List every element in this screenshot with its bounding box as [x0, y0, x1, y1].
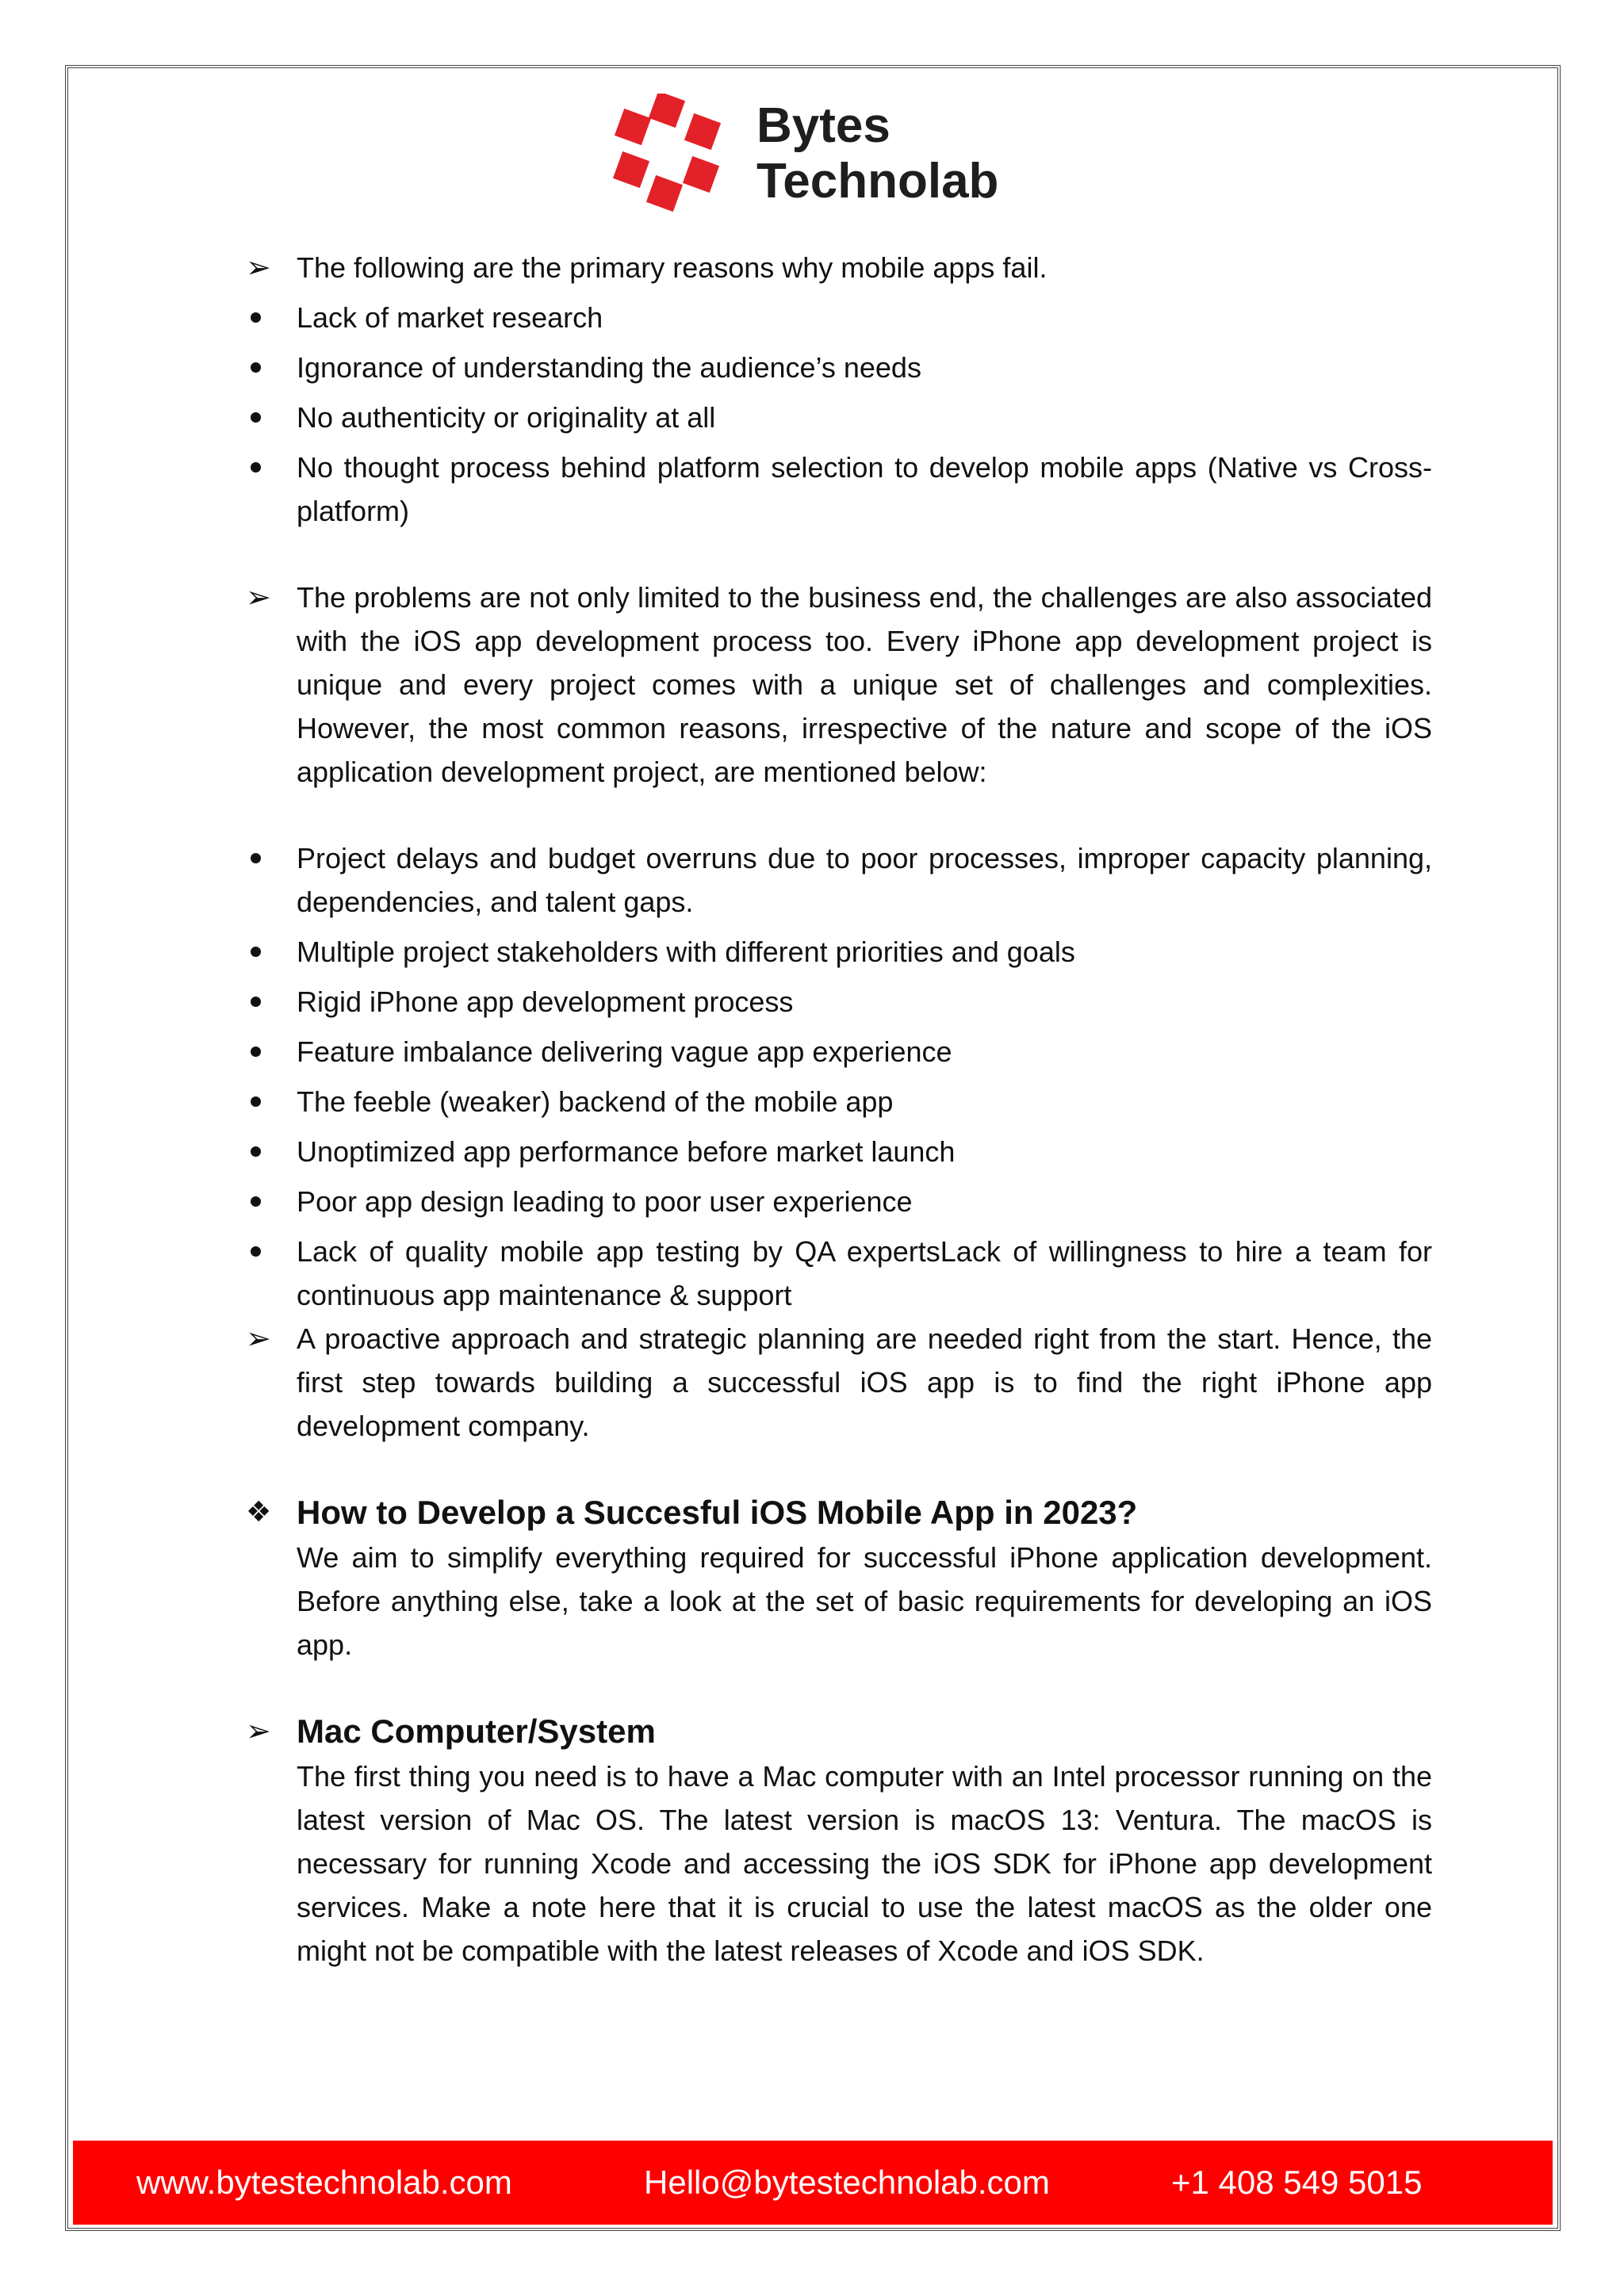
list-item-text: Lack of quality mobile app testing by QA expertsLack of willingness to hire a team for continuous app maintenance & support	[297, 1235, 1432, 1311]
document-body	[246, 246, 1432, 1973]
list-item	[246, 1080, 1432, 1123]
bullet-dot-icon	[246, 396, 278, 439]
bullet-dot-icon	[246, 346, 278, 389]
diamond-bullet-icon: ❖	[246, 1496, 272, 1529]
list-item	[246, 980, 1432, 1024]
contact-footer	[73, 2141, 1553, 2225]
website-link[interactable]: www.bytestechnolab.com	[136, 2164, 512, 2201]
arrow-bullet-icon: ➢	[246, 1713, 271, 1748]
list-item	[246, 930, 1432, 974]
bullet-dot-icon	[246, 1180, 278, 1223]
list-item	[246, 346, 1432, 389]
list-item-text: Feature imbalance delivering vague app experience	[297, 1035, 952, 1068]
arrow-bullet-icon: ➢	[246, 1321, 271, 1356]
bullet-dot-icon	[246, 930, 278, 974]
list-item	[246, 836, 1432, 924]
list-item	[246, 396, 1432, 439]
bullet-dot-icon	[246, 1080, 278, 1123]
logo-wordmark	[756, 98, 998, 209]
list-item-text: Ignorance of understanding the audience’s needs	[297, 351, 921, 384]
bullet-dot-icon	[246, 1030, 278, 1073]
list-item	[246, 1030, 1432, 1073]
bullet-dot-icon	[246, 836, 278, 880]
bullet-dot-icon	[246, 446, 278, 489]
section2-intro	[246, 576, 1432, 794]
list-item-text: Project delays and budget overruns due to poor processes, improper capacity planning, dependencies, and talent gaps.	[297, 842, 1432, 918]
list-item	[246, 1130, 1432, 1173]
section3-body: We aim to simplify everything required for successful iPhone application development. Before anything else, take a look at the set of basic requirements for developing an iOS app.	[297, 1541, 1432, 1661]
list-item	[246, 1180, 1432, 1223]
section1-intro	[246, 246, 1432, 289]
section2-closing-text: A proactive approach and strategic planning are needed right from the start. Hence, the first step towards building a successful iOS app is to find the right iPhone app development company.	[297, 1322, 1432, 1442]
section-heading: How to Develop a Succesful iOS Mobile App in 2023?	[297, 1494, 1138, 1531]
list-item-text: No thought process behind platform selection to develop mobile apps (Native vs Cross-platform)	[297, 451, 1432, 527]
list-item-text: Unoptimized app performance before market launch	[297, 1135, 956, 1168]
list-item	[246, 1230, 1432, 1317]
section-heading: Mac Computer/System	[297, 1712, 656, 1750]
company-logo	[609, 94, 1021, 212]
section4-heading	[246, 1709, 1432, 1755]
section2-closing	[246, 1317, 1432, 1448]
logo-mark-icon	[609, 94, 728, 212]
email-link[interactable]: Hello@bytestechnolab.com	[644, 2164, 1050, 2201]
list-item-text: Lack of market research	[297, 301, 603, 334]
bullet-dot-icon	[246, 296, 278, 339]
bullet-dot-icon	[246, 1230, 278, 1273]
section2-intro-text: The problems are not only limited to the business end, the challenges are also associated with the iOS app development process too. Every iPhone app development project is unique and every project comes with a unique set of challenges and complexities. However, the most common reasons, irrespective of the nature and scope of the iOS application development project, are mentioned below:	[297, 581, 1432, 788]
logo-line-1: Bytes	[756, 98, 891, 153]
arrow-bullet-icon: ➢	[246, 250, 271, 285]
list-item-text: The feeble (weaker) backend of the mobile app	[297, 1085, 894, 1118]
bullet-dot-icon	[246, 980, 278, 1024]
list-item-text: No authenticity or originality at all	[297, 401, 716, 434]
section1-intro-text: The following are the primary reasons why mobile apps fail.	[297, 251, 1048, 284]
list-item-text: Rigid iPhone app development process	[297, 985, 794, 1018]
arrow-bullet-icon: ➢	[246, 580, 271, 614]
list-item-text: Poor app design leading to poor user experience	[297, 1185, 913, 1218]
logo-line-2: Technolab	[756, 154, 999, 209]
list-item	[246, 296, 1432, 339]
section3-heading	[246, 1490, 1432, 1536]
list-item	[246, 446, 1432, 533]
bullet-dot-icon	[246, 1130, 278, 1173]
phone-link[interactable]: +1 408 549 5015	[1171, 2164, 1423, 2201]
section4-body: The first thing you need is to have a Mac computer with an Intel processor running on the latest version of Mac OS. The latest version is macOS 13: Ventura. The macOS is necessary for running Xcode and accessing the iOS SDK for iPhone app development services. Make a note here that it is crucial to use the latest macOS as the older one might not be compatible with the latest releases of Xcode and iOS SDK.	[297, 1760, 1432, 1967]
list-item-text: Multiple project stakeholders with different priorities and goals	[297, 936, 1075, 968]
